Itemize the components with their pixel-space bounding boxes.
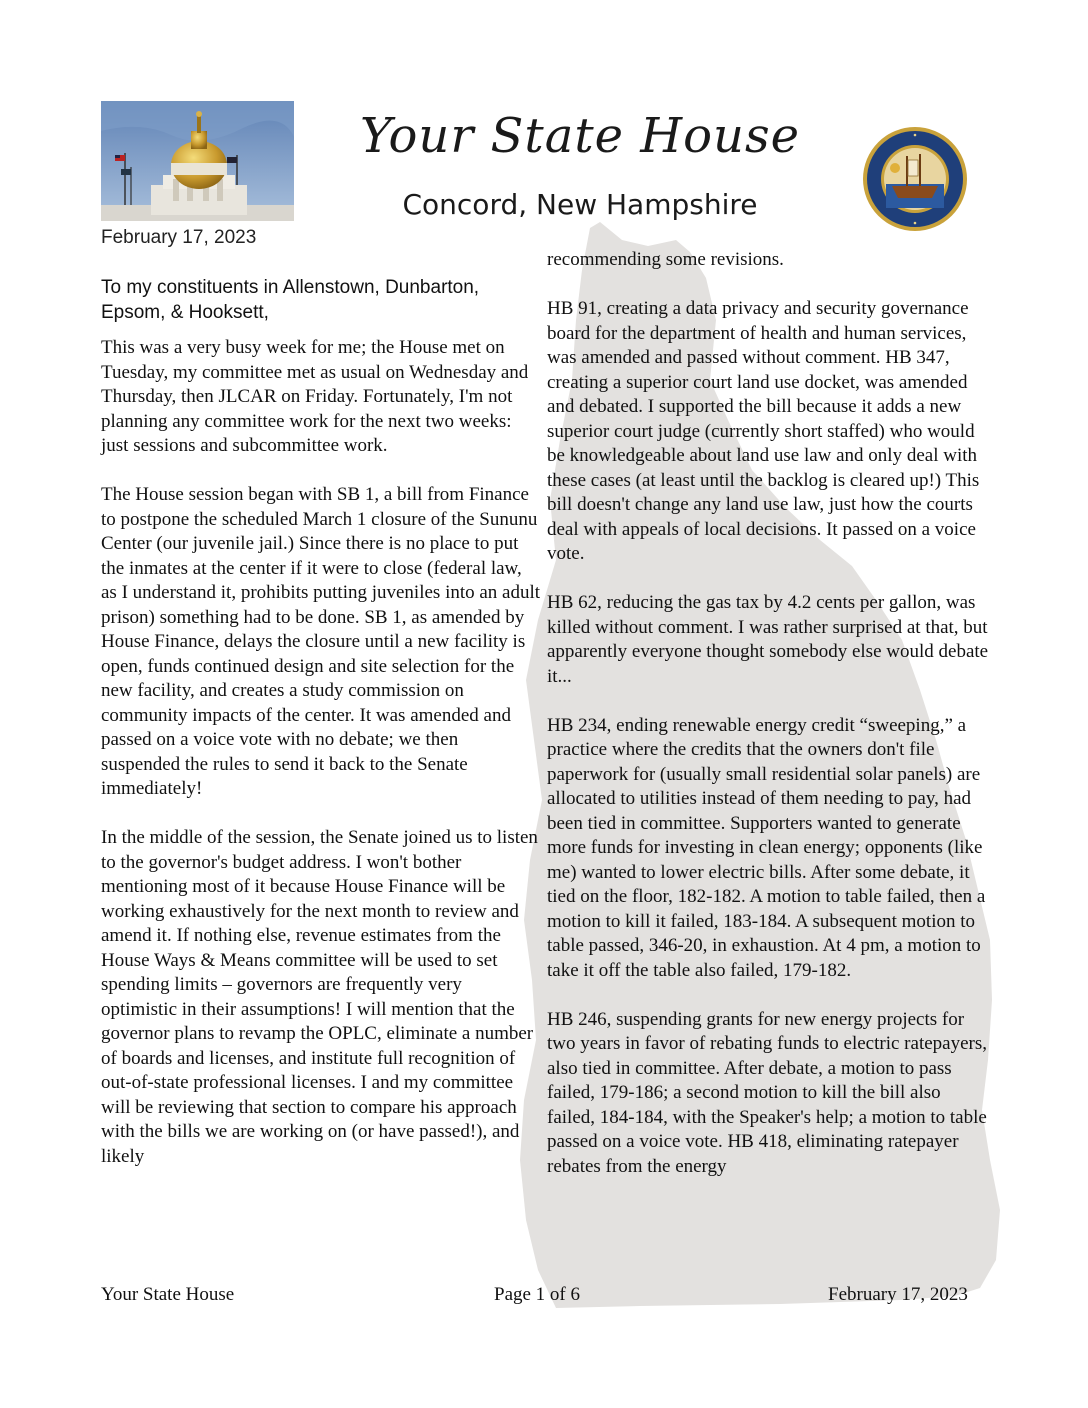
state-house-photo bbox=[101, 101, 294, 221]
paragraph: HB 246, suspending grants for new energy projects for two years in favor of rebating funds to electric ratepayers, also tied in committee. After debate, a motion to pass failed, 179-186; a second motion to kill the bill also failed, 184-184, with the Speaker's help; a motion to table passed on a voice vote. HB 418, eliminating ratepayer rebates from the energy bbox=[547, 1008, 987, 1177]
paragraph: recommending some revisions. bbox=[547, 249, 784, 270]
paragraph: HB 234, ending renewable energy credit “sweeping,” a practice where the credits that the owners don't file paperwork for (usually small residential solar panels) are allocated to utilities instead of them needing to pay, had been tied in committee. Supporters wanted to generate more funds for investing in clean energy; opponents (like me) wanted to lower electric bills. After some debate, it tied on the floor, 182-182. A motion to table failed, then a motion to kill it failed, 183-184. A subsequent motion to table passed, 346-20, in exhaustion. At 4 pm, a motion to take it off the table also failed, 179-182. bbox=[547, 714, 986, 981]
footer-page-number: Page 1 of 6 bbox=[494, 1284, 581, 1305]
left-column bbox=[101, 336, 541, 1194]
right-column bbox=[547, 248, 989, 1204]
newsletter-title: Your State House bbox=[360, 108, 800, 164]
newsletter-subtitle: Concord, New Hampshire bbox=[402, 188, 758, 221]
paragraph: The House session began with SB 1, a bill from Finance to postpone the scheduled March 1 closure of the Sununu Center (our juvenile jail.) Since there is no place to put the inmates at the center if it were to close (federal law, as I understand it, prohibits putting juveniles into an adult prison) something had to be done. SB 1, as amended by House Finance, delays the closure until a new facility is open, funds continued design and site selection for the new facility, and creates a study commission on community impacts of the center. It was amended and passed on a voice vote with no debate; we then suspended the rules to send it back to the Senate immediately! bbox=[101, 484, 541, 799]
paragraph: In the middle of the session, the Senate joined us to listen to the governor's budget address. I won't bother mentioning most of it because House Finance will be working exhaustively for the next month to review and amend it. If nothing else, revenue estimates from the House Ways & Means committee will be used to set spending limits – governors are frequently very optimistic in their assumptions! I will mention that the governor plans to revamp the OPLC, eliminate a number of boards and licenses, and institute full recognition of out-of-state professional licenses. I and my committee will be reviewing that section to compare his approach with the bills we are working on (or have passed!), and likely bbox=[101, 827, 538, 1167]
footer-date: February 17, 2023 bbox=[828, 1284, 968, 1305]
paragraph: HB 62, reducing the gas tax by 4.2 cents per gallon, was killed without comment. I was rather surprised at that, but apparently everyone thought somebody else would debate it... bbox=[547, 592, 989, 687]
greeting: To my constituents in Allenstown, Dunbarton, Epsom, & Hooksett, bbox=[101, 277, 480, 323]
footer-publication: Your State House bbox=[101, 1284, 235, 1305]
paragraph: This was a very busy week for me; the House met on Tuesday, my committee met as usual on Wednesday and Thursday, then JLCAR on Friday. Fortunately, I'm not planning any committee work for the next two weeks: just sessions and subcommittee work. bbox=[101, 337, 529, 456]
newsletter-date: February 17, 2023 bbox=[101, 227, 257, 248]
state-seal-icon bbox=[862, 126, 968, 232]
paragraph: HB 91, creating a data privacy and security governance board for the department of health and human services, was amended and passed without comment. HB 347, creating a superior court land use docket, was amended and debated. I supported the bill because it adds a new superior court judge (currently short staffed) who would be knowledgeable about land use law and only deal with these cases (at least until the backlog is cleared up!) This bill doesn't change any land use law, just how the courts deal with appeals of local decisions. It passed on a voice vote. bbox=[547, 298, 980, 564]
